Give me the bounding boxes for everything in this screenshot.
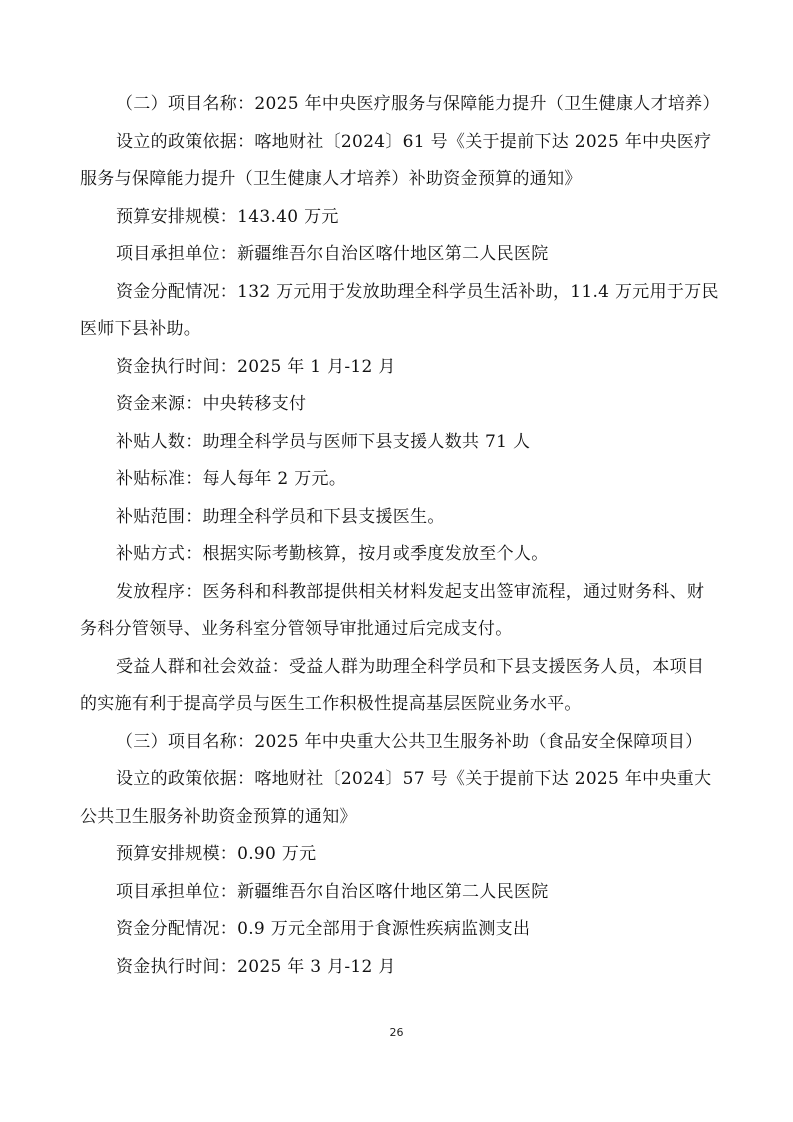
document-body: [80, 86, 720, 986]
project-2-subsidy-count: 补贴人数：助理全科学员与医师下县支援人数共 71 人: [116, 431, 531, 452]
project-2-subsidy-method: 补贴方式：根据实际考勤核算，按月或季度发放至个人。: [116, 544, 549, 564]
project-2-title: （二）项目名称：2025 年中央医疗服务与保障能力提升（卫生健康人才培养）: [116, 94, 720, 114]
project-2-fund-source: 资金来源：中央转移支付: [116, 394, 307, 414]
project-3-undertaking-unit: 项目承担单位：新疆维吾尔自治区喀什地区第二人民医院: [116, 881, 549, 902]
project-2-subsidy-standard: 补贴标准：每人每年 2 万元。: [116, 469, 347, 489]
project-3-execution-time: 资金执行时间：2025 年 3 月-12 月: [116, 956, 396, 977]
project-2-policy-basis: 设立的政策依据：喀地财社〔2024〕61 号《关于提前下达 2025 年中央医疗服务与保障能力提升（卫生健康人才培养）补助资金预算的通知》: [80, 131, 712, 189]
project-3-fund-allocation: 资金分配情况：0.9 万元全部用于食源性疾病监测支出: [116, 919, 531, 939]
project-3-policy-basis: 设立的政策依据：喀地财社〔2024〕57 号《关于提前下达 2025 年中央重大公共卫生服务补助资金预算的通知》: [80, 769, 712, 827]
project-2-subsidy-scope: 补贴范围：助理全科学员和下县支援医生。: [116, 506, 445, 527]
project-2-undertaking-unit: 项目承担单位：新疆维吾尔自治区喀什地区第二人民医院: [116, 244, 549, 264]
project-2-fund-allocation: 资金分配情况：132 万元用于发放助理全科学员生活补助，11.4 万元用于万民医师下县补助。: [80, 281, 719, 339]
project-2-budget-scale: 预算安排规模：143.40 万元: [116, 206, 339, 227]
project-2-execution-time: 资金执行时间：2025 年 1 月-12 月: [116, 356, 396, 377]
project-3-title: （三）项目名称：2025 年中央重大公共卫生服务补助（食品安全保障项目）: [116, 731, 703, 752]
project-2-beneficiaries: 受益人群和社会效益：受益人群为助理全科学员和下县支援医务人员，本项目的实施有利于提高学员与医生工作积极性提高基层医院业务水平。: [80, 656, 705, 714]
page-number: 26: [389, 1026, 404, 1039]
project-3-budget-scale: 预算安排规模：0.90 万元: [116, 844, 317, 864]
project-2-payment-procedure: 发放程序：医务科和科教部提供相关材料发起支出签审流程，通过财务科、财务科分管领导、业务科室分管领导审批通过后完成支付。: [80, 581, 705, 639]
